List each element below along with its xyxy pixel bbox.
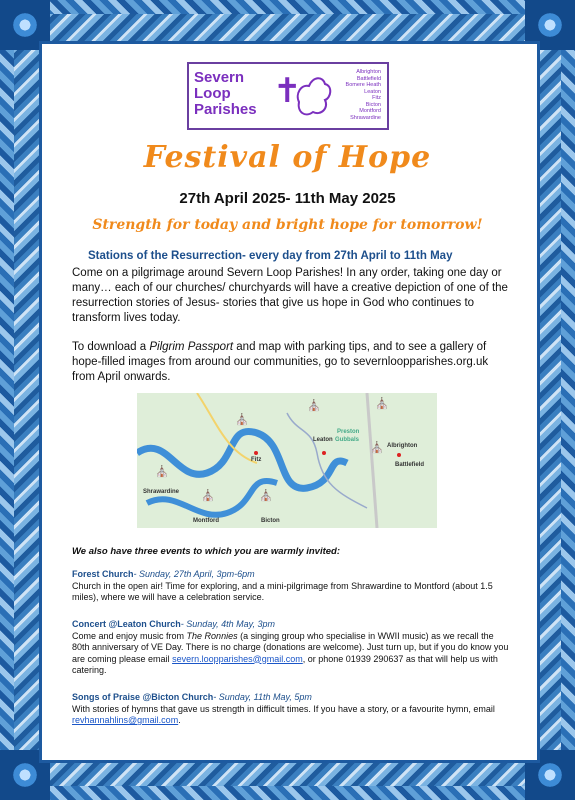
church-icon: ⛪ (235, 414, 249, 426)
corner-ornament (0, 0, 50, 50)
map-label: Battlefield (395, 462, 425, 468)
event-songs-of-praise: Songs of Praise @Bicton Church- Sunday, 11th May, 5pm With stories of hymns that gave us strength in difficult times. If you have a story, or a favourite hymn, email revhannahlins@gmail.com. (72, 692, 495, 725)
parish-logo (187, 62, 389, 130)
festival-title: Festival of Hope (143, 140, 432, 175)
map-label: Montford (193, 518, 219, 524)
map-label: Fitz (251, 457, 262, 463)
map-label: Albrighton (387, 443, 418, 449)
event-concert: Concert @Leaton Church- Sunday, 4th May, 3pm Come and enjoy music from The Ronnies (a singing group who specialise in WWII music) as we recall the 80th anniversary of VE Day. There is no charge (donations are welcome). Just turn up, but if you do know you are coming please email severn.loopparishes@gmail.com, or phone 01939 290637 as that will help us with catering. (72, 619, 509, 675)
cross-icon: ✝ (273, 72, 302, 110)
tagline: Strength for today and bright hope for tomorrow! (92, 217, 483, 233)
church-icon: ⛪ (259, 490, 273, 502)
map-label: Shrawardine (143, 489, 180, 495)
church-icon: ⛪ (375, 398, 389, 410)
map-label: Preston (337, 429, 360, 435)
map-pin (397, 453, 401, 457)
download-paragraph: To download a Pilgrim Passport and map with parking tips, and to see a gallery of hope-filled images from around our communities, go to severnloopparishes.org.uk from April onwards. (72, 341, 489, 383)
email-link[interactable]: severn.loopparishes@gmail.com (172, 653, 303, 664)
email-link[interactable]: revhannahlins@gmail.com (72, 715, 179, 725)
event-forest-church: Forest Church- Sunday, 27th April, 3pm-6pm Church in the open air! Time for exploring, and a mini-pilgrimage from Shrawardine to Montford (about 1.5 miles), where we will have a celebration service. (72, 569, 493, 602)
intro-paragraph: Come on a pilgrimage around Severn Loop Parishes! In any order, taking one day or many… each of our churches/ churchyards will have a creative depiction of one of the resurrection stories of Jesus- stories that give us hope in God who continues to transform lives today. (72, 267, 508, 324)
events-intro: We also have three events to which you are warmly invited: (72, 546, 341, 557)
church-icon: ⛪ (155, 466, 169, 478)
corner-ornament (525, 0, 575, 50)
map-pin (254, 451, 258, 455)
church-icon: ⛪ (307, 400, 321, 412)
logo-name: Severn Loop Parishes (194, 69, 257, 118)
church-icon: ⛪ (370, 442, 384, 454)
map-background (137, 393, 437, 528)
map-outline-icon (293, 72, 335, 120)
map-label: Leaton (313, 437, 333, 443)
map-label: Bicton (261, 518, 280, 524)
map-pin (322, 451, 326, 455)
stations-heading: Stations of the Resurrection- every day from 27th April to 11th May (88, 250, 453, 262)
map-label: Gubbals (335, 437, 360, 443)
parishes-map (137, 393, 437, 528)
parish-list: Albrighton Battlefield Bomere Heath Leaton Fitz Bicton Montford Shrawardine (345, 69, 381, 121)
festival-dates: 27th April 2025- 11th May 2025 (179, 190, 396, 207)
church-icon: ⛪ (201, 490, 215, 502)
